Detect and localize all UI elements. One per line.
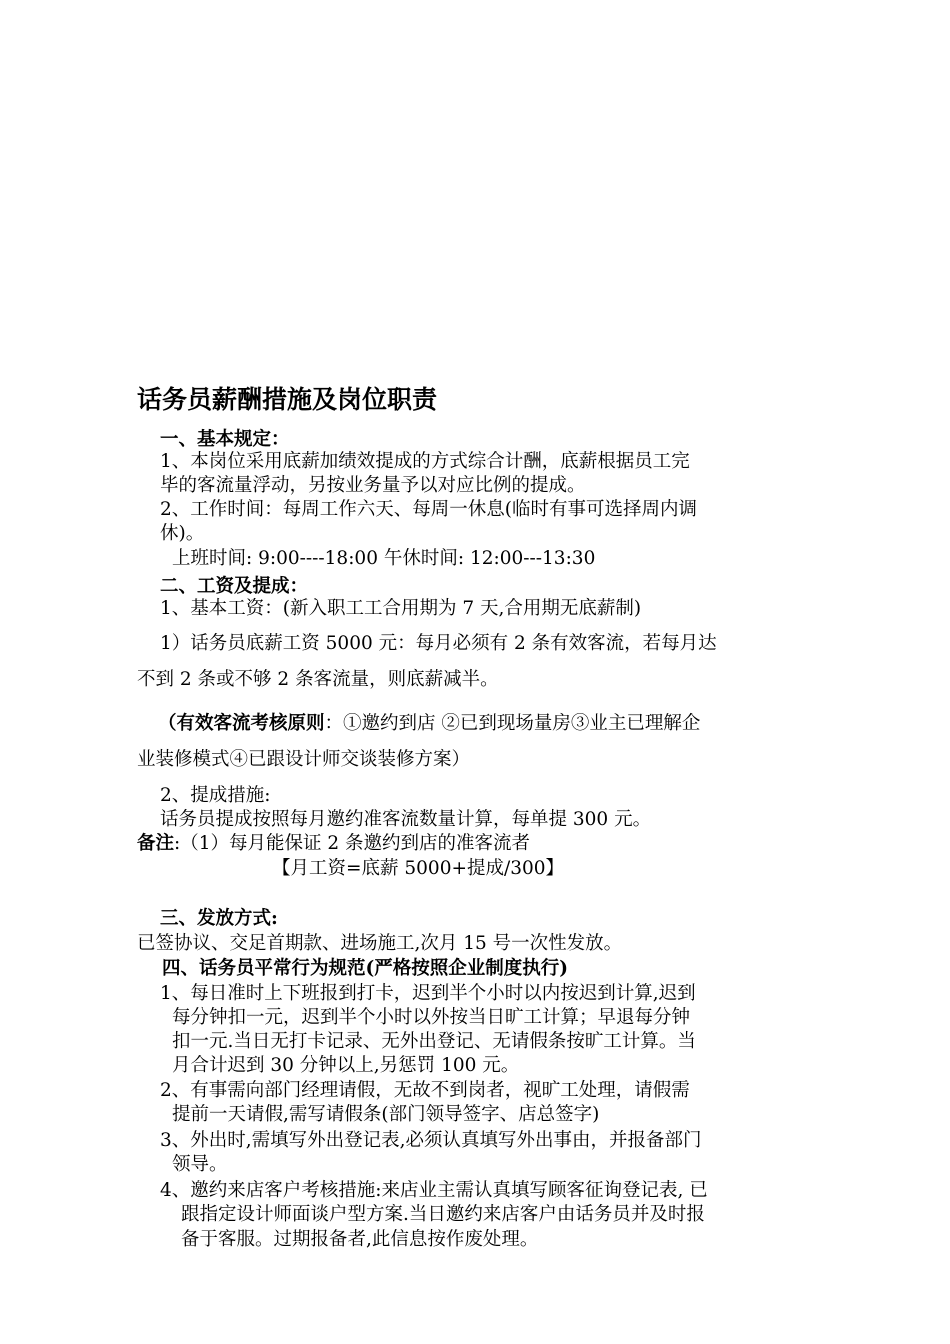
section-heading-basic-rules: 一、基本规定： [160, 429, 290, 450]
paragraph-line: 1）话务员底薪工资 5000 元：每月必须有 2 条有效客流，若每月达 [160, 633, 717, 654]
paragraph-line: 1、基本工资：(新入职工工合用期为 7 天,合用期无底薪制) [160, 598, 642, 619]
list-item-line: 领导。 [172, 1154, 228, 1175]
list-item-line: 4、邀约来店客户考核措施:来店业主需认真填写顾客征询登记表, 已 [160, 1180, 708, 1201]
paragraph-line: 不到 2 条或不够 2 条客流量，则底薪减半。 [137, 669, 499, 690]
list-item-line: 跟指定设计师面谈户型方案.当日邀约来店客户由话务员并及时报 [181, 1204, 705, 1225]
list-item-line: 2、有事需向部门经理请假，无故不到岗者，视旷工处理，请假需 [160, 1080, 690, 1101]
assessment-principle-line [158, 712, 700, 736]
paragraph-line: 话务员提成按照每月邀约准客流数量计算，每单提 300 元。 [160, 809, 652, 830]
paragraph-line: 已签协议、交足首期款、进场施工,次月 15 号一次性发放。 [137, 933, 623, 954]
list-item-line: 备于客服。过期报备者,此信息按作废处理。 [181, 1229, 539, 1250]
list-item-line: 提前一天请假,需写请假条(部门领导签字、店总签字) [172, 1104, 600, 1125]
document-title: 话务员薪酬措施及岗位职责 [137, 385, 438, 414]
assessment-principle-label: （有效客流考核原则 [158, 713, 325, 734]
list-item-line: 1、每日准时上下班报到打卡，迟到半个小时以内按迟到计算,迟到 [160, 983, 696, 1004]
work-hours-line: 上班时间: 9:00----18:00 午休时间: 12:00---13:30 [172, 548, 596, 569]
paragraph-line: 2、工作时间：每周工作六天、每周一休息(临时有事可选择周内调 [160, 499, 697, 520]
section-heading-salary: 二、工资及提成： [160, 576, 309, 597]
note-label: 备注 [137, 833, 175, 854]
list-item-line: 每分钟扣一元，迟到半个小时以外按当日旷工计算；早退每分钟 [172, 1007, 691, 1028]
list-item-line: 3、外出时,需填写外出登记表,必须认真填写外出事由，并报备部门 [160, 1130, 702, 1151]
list-item-line: 扣一元.当日无打卡记录、无外出登记、无请假条按旷工计算。当 [172, 1031, 696, 1052]
note-text: :（1）每月能保证 2 条邀约到店的准客流者 [174, 833, 531, 854]
note-line [137, 832, 530, 856]
paragraph-line: 1、本岗位采用底薪加绩效提成的方式综合计酬，底薪根据员工完 [160, 451, 690, 472]
assessment-principle-text: ：①邀约到店 ②已到现场量房③业主已理解企 [324, 713, 701, 734]
list-item-line: 月合计迟到 30 分钟以上,另惩罚 100 元。 [172, 1055, 520, 1076]
paragraph-line: 休)。 [160, 523, 205, 544]
section-heading-conduct: 四、话务员平常行为规范(严格按照企业制度执行) [162, 958, 569, 979]
salary-formula: 【月工资=底薪 5000+提成/300】 [272, 858, 565, 879]
section-heading-payment: 三、发放方式: [160, 908, 278, 929]
paragraph-line: 2、提成措施: [160, 785, 271, 806]
paragraph-line: 毕的客流量浮动，另按业务量予以对应比例的提成。 [160, 475, 586, 496]
paragraph-line: 业装修模式④已跟设计师交谈装修方案） [137, 749, 471, 770]
